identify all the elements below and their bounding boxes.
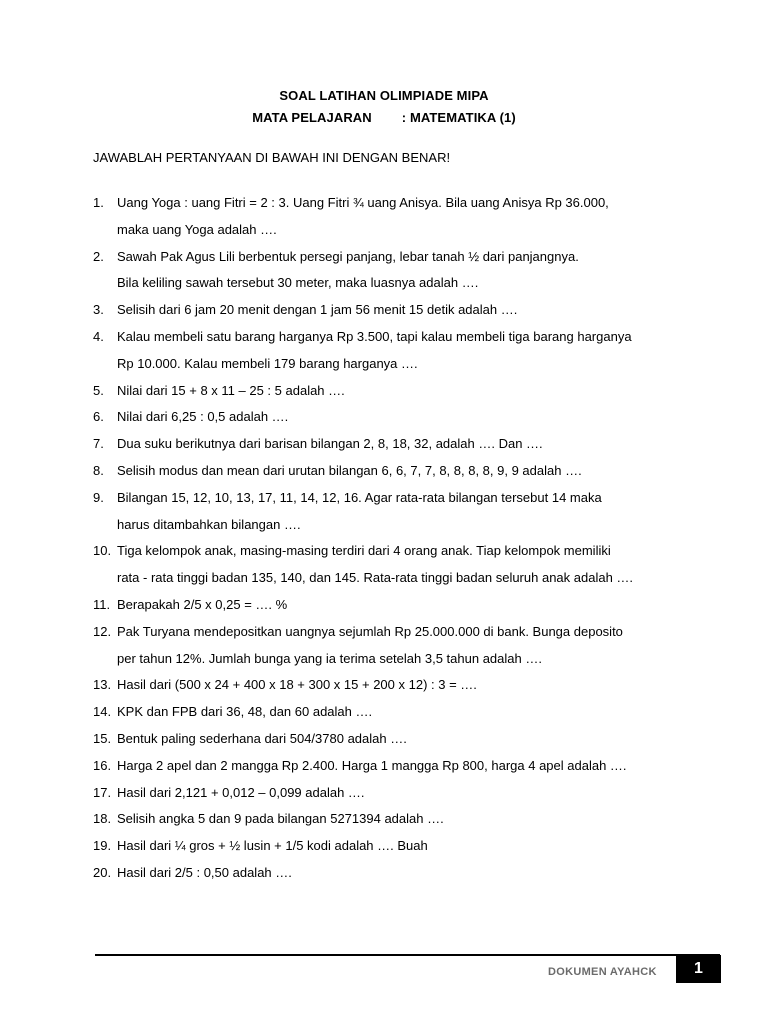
instruction-text: JAWABLAH PERTANYAAN DI BAWAH INI DENGAN BENAR! [93, 150, 451, 165]
question-item [93, 806, 693, 833]
question-number: 18. [93, 811, 112, 827]
question-number: 10. [93, 543, 112, 559]
question-item [93, 780, 693, 807]
question-item [93, 619, 693, 646]
question-text: KPK dan FPB dari 36, 48, dan 60 adalah …. [117, 704, 373, 720]
question-continuation [93, 512, 693, 539]
question-number: 20. [93, 864, 112, 880]
question-item [93, 378, 693, 405]
question-item [93, 324, 693, 351]
question-item [93, 458, 693, 485]
question-text: Nilai dari 15 + 8 x 11 – 25 : 5 adalah …. [117, 382, 345, 398]
question-number: 13. [93, 677, 112, 693]
question-number: 2. [93, 248, 104, 264]
question-number: 14. [93, 704, 112, 720]
footer-divider [95, 954, 720, 956]
question-item [93, 753, 693, 780]
question-number: 9. [93, 489, 104, 505]
page-number-badge [676, 955, 721, 983]
footer-label: DOKUMEN AYAHCK [548, 966, 657, 978]
question-text: Kalau membeli satu barang harganya Rp 3.500, tapi kalau membeli tiga barang harganya [117, 328, 632, 344]
question-item [93, 592, 693, 619]
question-number: 11. [93, 596, 111, 612]
subject-line [0, 110, 768, 125]
question-item [93, 485, 693, 512]
question-text: harus ditambahkan bilangan …. [117, 516, 301, 532]
question-number: 4. [93, 328, 104, 344]
question-item [93, 860, 693, 887]
subject-label: MATA PELAJARAN [252, 110, 372, 125]
question-text: Tiga kelompok anak, masing-masing terdiri dari 4 orang anak. Tiap kelompok memiliki [117, 543, 611, 559]
question-item [93, 244, 693, 271]
question-item [93, 431, 693, 458]
question-item [93, 190, 693, 217]
question-text: Hasil dari 2,121 + 0,012 – 0,099 adalah …. [117, 784, 365, 800]
question-number: 7. [93, 436, 104, 452]
question-text: Pak Turyana mendepositkan uangnya sejumlah Rp 25.000.000 di bank. Bunga deposito [117, 623, 623, 639]
question-text: Nilai dari 6,25 : 0,5 adalah …. [117, 409, 289, 425]
question-text: rata - rata tinggi badan 135, 140, dan 145. Rata-rata tinggi badan seluruh anak adalah …. [117, 570, 634, 586]
question-continuation [93, 565, 693, 592]
question-item [93, 699, 693, 726]
question-list [93, 190, 693, 887]
question-number: 3. [93, 302, 104, 318]
question-text: Bila keliling sawah tersebut 30 meter, maka luasnya adalah …. [117, 275, 479, 291]
question-number: 5. [93, 382, 104, 398]
question-number: 19. [93, 838, 112, 854]
question-continuation [93, 646, 693, 673]
question-text: Bilangan 15, 12, 10, 13, 17, 11, 14, 12, 16. Agar rata-rata bilangan tersebut 14 maka [117, 489, 602, 505]
question-text: Sawah Pak Agus Lili berbentuk persegi panjang, lebar tanah ½ dari panjangnya. [117, 248, 579, 264]
question-text: Harga 2 apel dan 2 mangga Rp 2.400. Harga 1 mangga Rp 800, harga 4 apel adalah …. [117, 757, 627, 773]
question-text: Selisih angka 5 dan 9 pada bilangan 5271394 adalah …. [117, 811, 444, 827]
question-item [93, 404, 693, 431]
question-text: per tahun 12%. Jumlah bunga yang ia terima setelah 3,5 tahun adalah …. [117, 650, 542, 666]
document-title: SOAL LATIHAN OLIMPIADE MIPA [279, 88, 489, 103]
question-text: Dua suku berikutnya dari barisan bilangan 2, 8, 18, 32, adalah …. Dan …. [117, 436, 543, 452]
question-number: 8. [93, 462, 104, 478]
question-item [93, 672, 693, 699]
question-continuation [93, 351, 693, 378]
question-number: 1. [93, 195, 104, 210]
question-item [93, 538, 693, 565]
page-number: 1 [694, 960, 703, 977]
question-item [93, 297, 693, 324]
question-text: Hasil dari 2/5 : 0,50 adalah …. [117, 864, 292, 880]
question-text: Hasil dari (500 x 24 + 400 x 18 + 300 x 15 + 200 x 12) : 3 = …. [117, 677, 477, 693]
question-number: 12. [93, 623, 112, 639]
question-text: Selisih modus dan mean dari urutan bilangan 6, 6, 7, 7, 8, 8, 8, 8, 9, 9 adalah …. [117, 462, 582, 478]
question-text: Rp 10.000. Kalau membeli 179 barang harganya …. [117, 355, 418, 371]
question-text: Hasil dari ¼ gros + ½ lusin + 1/5 kodi adalah …. Buah [117, 838, 428, 854]
question-text: Uang Yoga : uang Fitri = 2 : 3. Uang Fitri ¾ uang Anisya. Bila uang Anisya Rp 36.000, [117, 195, 609, 210]
question-number: 15. [93, 730, 112, 746]
question-number: 6. [93, 409, 104, 425]
question-item [93, 726, 693, 753]
question-number: 17. [93, 784, 112, 800]
subject-value: : MATEMATIKA (1) [401, 110, 516, 125]
question-text: Selisih dari 6 jam 20 menit dengan 1 jam 56 menit 15 detik adalah …. [117, 302, 518, 318]
question-continuation [93, 217, 693, 244]
question-text: maka uang Yoga adalah …. [117, 221, 277, 237]
question-continuation [93, 270, 693, 297]
question-item [93, 833, 693, 860]
question-number: 16. [93, 757, 112, 773]
question-text: Bentuk paling sederhana dari 504/3780 adalah …. [117, 730, 407, 746]
question-text: Berapakah 2/5 x 0,25 = …. % [117, 596, 288, 612]
